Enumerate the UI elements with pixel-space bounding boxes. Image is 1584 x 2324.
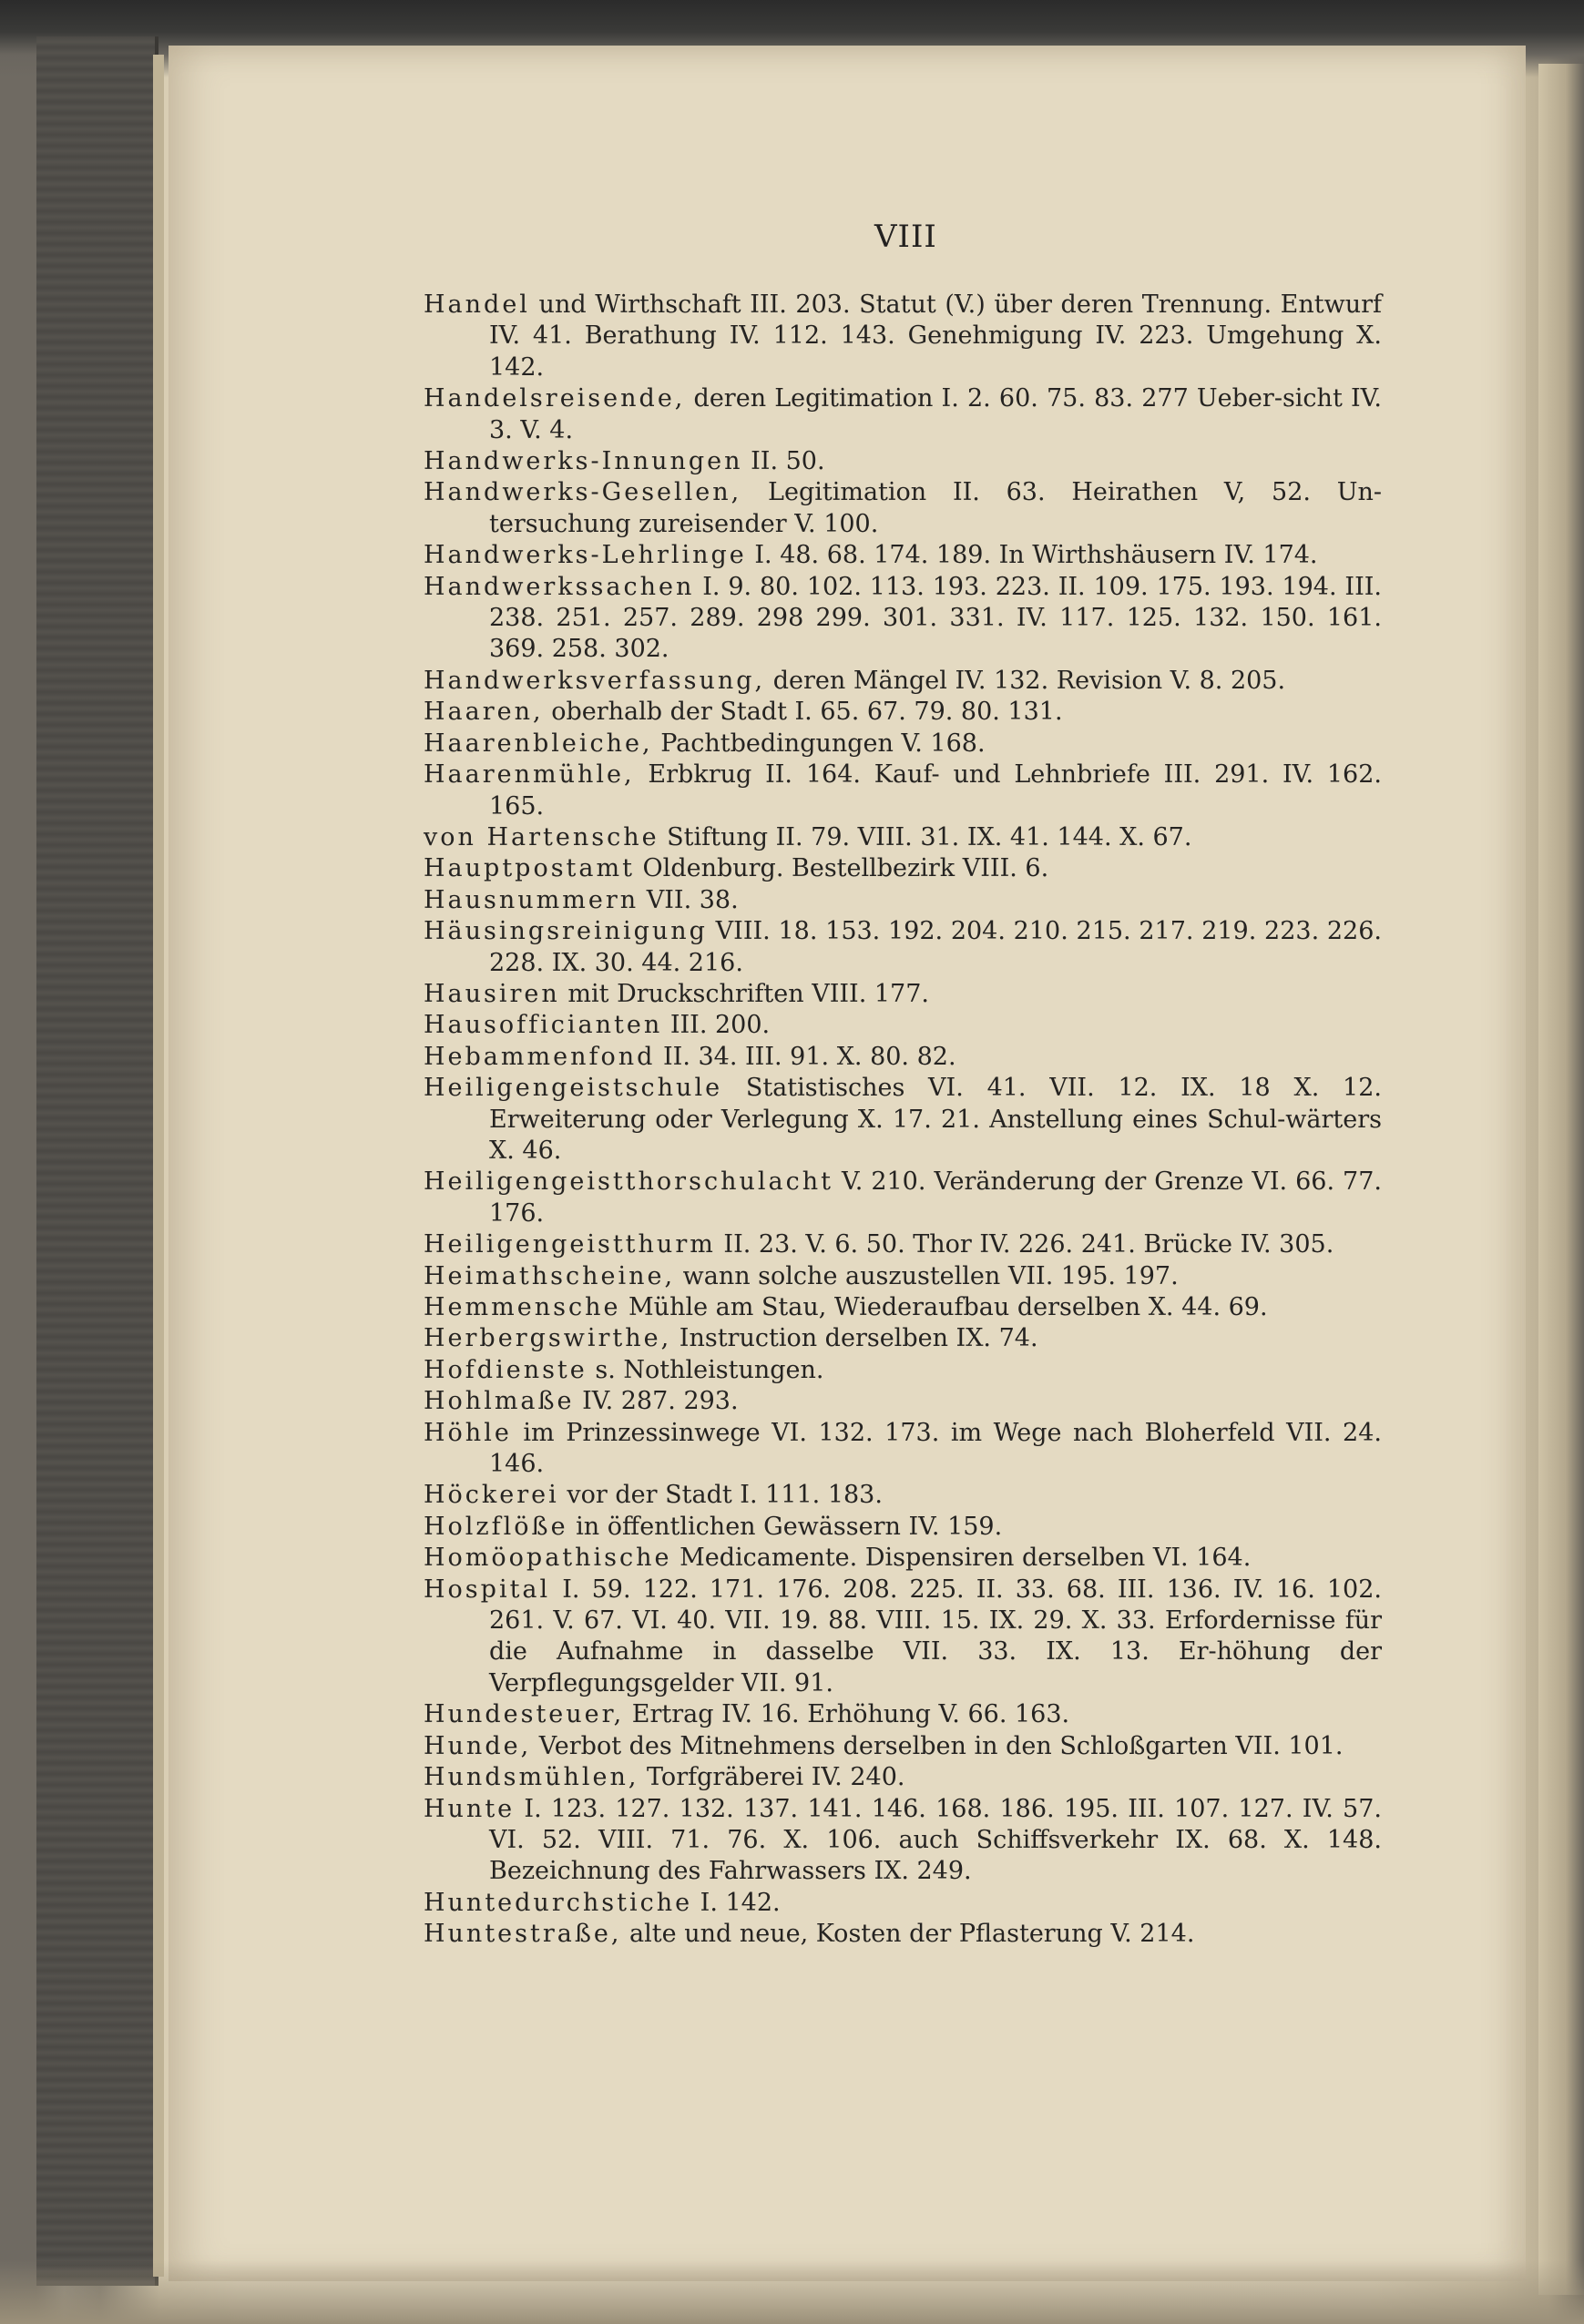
index-entry xyxy=(424,446,1382,477)
entry-headword: Hemmensche xyxy=(424,1293,621,1321)
entry-headword: Hospital xyxy=(424,1575,551,1604)
index-entry xyxy=(424,383,1382,446)
entry-references: oberhalb der Stadt I. 65. 67. 79. 80. 131. xyxy=(543,698,1063,727)
entry-headword: Haaren, xyxy=(424,698,544,727)
index-entry xyxy=(424,1229,1382,1260)
entry-headword: Heiligengeistthurm xyxy=(424,1230,716,1259)
entry-headword: Hausiren xyxy=(424,979,560,1008)
index-entry xyxy=(424,1042,1382,1073)
index-entry xyxy=(424,1794,1382,1888)
page-right-edge xyxy=(1538,64,1584,2295)
index-entry xyxy=(424,1261,1382,1292)
entry-headword: Handwerksverfassung, xyxy=(424,666,766,695)
entry-headword: Herbergswirthe, xyxy=(424,1324,672,1353)
entry-headword: Hauptpostamt xyxy=(424,854,635,883)
index-entry xyxy=(424,979,1382,1010)
entry-headword: Haarenbleiche, xyxy=(424,729,653,758)
entry-headword: Haarenmühle, xyxy=(424,760,635,790)
entry-headword: Handwerkssachen xyxy=(424,572,695,601)
entry-references: II. 23. V. 6. 50. Thor IV. 226. 241. Brücke IV. 305. xyxy=(715,1230,1334,1259)
entry-references: VIII. 18. 153. 192. 204. 210. 215. 217. 219. 223. 226. 228. IX. 30. 44. 216. xyxy=(489,917,1382,977)
index-entry xyxy=(424,1167,1382,1229)
index-entry xyxy=(424,1919,1382,1950)
book-spine xyxy=(36,36,158,2286)
entry-references: I. 59. 122. 171. 176. 208. 225. II. 33. 68. III. 136. IV. 16. 102. 261. V. 67. VI. 40. VII. 19. 88. VIII. 15. IX. 29. X. 33. Erfordernisse für die Aufnahme in dasselbe VII. 33. IX. 13. Er-höhung der Verpflegungsgelder VII. 91. xyxy=(489,1575,1382,1697)
entry-headword: Heiligengeistschule xyxy=(424,1074,723,1103)
index-entry xyxy=(424,1323,1382,1354)
entry-references: Medicamente. Dispensiren derselben VI. 164. xyxy=(671,1544,1252,1573)
entry-headword: Huntedurchstiche xyxy=(424,1888,693,1917)
entry-references: s. Nothleistungen. xyxy=(587,1355,824,1384)
entry-references: Instruction derselben IX. 74. xyxy=(671,1324,1038,1353)
entry-references: III. 200. xyxy=(662,1011,771,1040)
entry-references: I. 142. xyxy=(692,1888,781,1917)
index-entry xyxy=(424,885,1382,916)
entry-references: Mühle am Stau, Wiederaufbau derselben X. 44. 69. xyxy=(620,1293,1268,1321)
entry-headword: Handelsreisende, xyxy=(424,384,686,413)
entry-references: I. 48. 68. 174. 189. In Wirthshäusern IV. 174. xyxy=(746,541,1318,570)
entry-headword: Häusingsreinigung xyxy=(424,917,708,946)
index-entry xyxy=(424,1762,1382,1793)
index-entry xyxy=(424,572,1382,666)
entry-headword: Huntestraße, xyxy=(424,1920,622,1949)
entry-headword: Handwerks-Innungen xyxy=(424,447,743,476)
entry-references: alte und neue, Kosten der Pflasterung V. 214. xyxy=(621,1920,1195,1949)
entry-references: Erbkrug II. 164. Kauf- und Lehnbriefe III. 291. IV. 162. 165. xyxy=(489,760,1382,821)
index-list xyxy=(424,290,1382,1951)
index-entry xyxy=(424,1731,1382,1762)
entry-headword: Hofdienste xyxy=(424,1355,588,1384)
index-entry xyxy=(424,1073,1382,1167)
entry-headword: von Hartensche xyxy=(424,822,659,851)
index-entry xyxy=(424,666,1382,697)
bottom-shade xyxy=(0,2260,1584,2324)
index-entry xyxy=(424,1512,1382,1543)
entry-references: im Prinzessinwege VI. 132. 173. im Wege nach Bloherfeld VII. 24. 146. xyxy=(489,1418,1382,1479)
entry-references: Statistisches VI. 41. VII. 12. IX. 18 X. 12. Erweiterung oder Verlegung X. 17. 21. Anstellung eines Schul-wärters X. 46. xyxy=(489,1074,1382,1165)
entry-headword: Hohlmaße xyxy=(424,1387,575,1416)
entry-references: VII. 38. xyxy=(639,885,739,914)
entry-references: Pachtbedingungen V. 168. xyxy=(652,729,986,758)
entry-headword: Hunde, xyxy=(424,1731,532,1760)
index-entry xyxy=(424,477,1382,540)
entry-references: Verbot des Mitnehmens derselben in den Schloßgarten VII. 101. xyxy=(531,1731,1344,1760)
index-entry xyxy=(424,697,1382,728)
entry-references: IV. 287. 293. xyxy=(574,1387,739,1416)
entry-references: Torfgräberei IV. 240. xyxy=(639,1763,905,1792)
index-entry xyxy=(424,1575,1382,1700)
entry-headword: Hundesteuer, xyxy=(424,1700,625,1729)
entry-headword: Hunte xyxy=(424,1794,516,1823)
entry-references: mit Druckschriften VIII. 177. xyxy=(559,979,929,1008)
index-entry xyxy=(424,290,1382,383)
entry-headword: Hausofficianten xyxy=(424,1011,663,1040)
index-entry xyxy=(424,1292,1382,1323)
index-entry xyxy=(424,1480,1382,1511)
entry-references: I. 9. 80. 102. 113. 193. 223. II. 109. 175. 193. 194. III. 238. 251. 257. 289. 298 299. 301. 331. IV. 117. 125. 132. 150. 161. 369. 258. 302. xyxy=(489,572,1382,664)
entry-references: deren Legitimation I. 2. 60. 75. 83. 277 Ueber-sicht IV. 3. V. 4. xyxy=(489,384,1382,444)
entry-headword: Hausnummern xyxy=(424,885,639,914)
entry-references: Ertrag IV. 16. Erhöhung V. 66. 163. xyxy=(624,1700,1070,1729)
entry-references: Stiftung II. 79. VIII. 31. IX. 41. 144. X. 67. xyxy=(659,822,1192,851)
index-entry xyxy=(424,916,1382,979)
index-entry xyxy=(424,729,1382,759)
entry-headword: Handwerks-Lehrlinge xyxy=(424,541,747,570)
index-entry xyxy=(424,1010,1382,1041)
entry-headword: Hebammenfond xyxy=(424,1042,656,1071)
entry-references: I. 123. 127. 132. 137. 141. 146. 168. 186. 195. III. 107. 127. IV. 57. VI. 52. VIII. 71. 76. X. 106. auch Schiffsverkehr IX. 68. X. 148. Bezeichnung des Fahrwassers IX. 249. xyxy=(489,1794,1382,1886)
index-entry xyxy=(424,1355,1382,1386)
index-entry xyxy=(424,540,1382,571)
entry-references: vor der Stadt I. 111. 183. xyxy=(558,1481,883,1510)
entry-references: II. 34. III. 91. X. 80. 82. xyxy=(655,1042,956,1071)
entry-references: II. 50. xyxy=(742,447,825,476)
entry-headword: Homöopathische xyxy=(424,1544,672,1573)
entry-references: in öffentlichen Gewässern IV. 159. xyxy=(567,1512,1003,1541)
index-entry xyxy=(424,822,1382,853)
entry-headword: Handwerks-Gesellen, xyxy=(424,478,742,507)
index-entry xyxy=(424,853,1382,884)
index-entry xyxy=(424,1386,1382,1417)
entry-headword: Holzflöße xyxy=(424,1512,568,1541)
page-number: VIII xyxy=(874,219,937,255)
entry-headword: Handel xyxy=(424,290,530,319)
index-entry xyxy=(424,1543,1382,1574)
index-entry xyxy=(424,1418,1382,1481)
entry-references: wann solche auszustellen VII. 195. 197. xyxy=(675,1261,1179,1290)
entry-references: Legitimation II. 63. Heirathen V, 52. Un-tersuchung zureisender V. 100. xyxy=(489,478,1382,538)
index-entry xyxy=(424,1699,1382,1730)
entry-headword: Heimathscheine, xyxy=(424,1261,676,1290)
entry-references: Oldenburg. Bestellbezirk VIII. 6. xyxy=(634,854,1049,883)
entry-headword: Höhle xyxy=(424,1418,512,1447)
spine-edge xyxy=(153,55,164,2277)
entry-references: und Wirthschaft III. 203. Statut (V.) über deren Trennung. Entwurf IV. 41. Berathung IV. 112. 143. Genehmigung IV. 223. Umgehung X. 142. xyxy=(489,290,1382,382)
entry-references: deren Mängel IV. 132. Revision V. 8. 205. xyxy=(765,666,1286,695)
entry-references: V. 210. Veränderung der Grenze VI. 66. 77. 176. xyxy=(489,1167,1382,1228)
entry-headword: Höckerei xyxy=(424,1481,559,1510)
index-entry xyxy=(424,759,1382,822)
entry-headword: Hundsmühlen, xyxy=(424,1763,639,1792)
index-entry xyxy=(424,1888,1382,1919)
entry-headword: Heiligengeistthorschulacht xyxy=(424,1167,833,1197)
